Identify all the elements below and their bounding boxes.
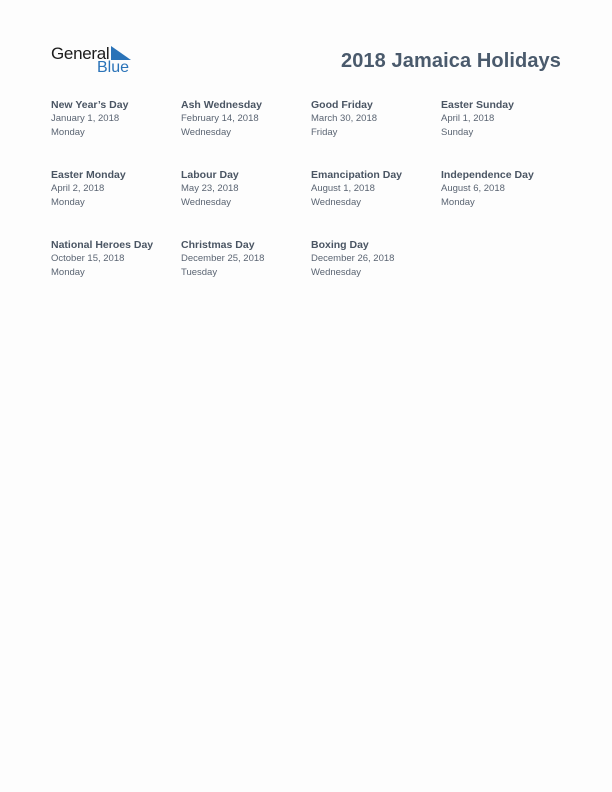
holiday-weekday: Tuesday [181,267,218,278]
holiday-date: August 1, 2018 [311,183,375,194]
holiday-item [181,168,311,238]
holiday-name: Ash Wednesday [181,99,262,111]
generalblue-logo [51,44,135,78]
holiday-date: December 25, 2018 [181,253,265,264]
holiday-date: January 1, 2018 [51,113,120,124]
holiday-name: New Year’s Day [51,99,129,111]
page-title: 2018 Jamaica Holidays [340,50,561,72]
holiday-item [441,98,571,168]
holiday-weekday: Friday [311,127,338,138]
holiday-weekday: Monday [51,267,85,278]
holiday-weekday: Monday [51,127,85,138]
holiday-item [311,98,441,168]
holiday-item [441,168,571,238]
holiday-item [311,238,441,308]
holiday-date: December 26, 2018 [311,253,395,264]
holiday-name: Labour Day [181,169,239,181]
holiday-date: April 2, 2018 [51,183,105,194]
holiday-weekday: Wednesday [311,267,361,278]
holiday-date: October 15, 2018 [51,253,125,264]
holiday-item [51,98,181,168]
holiday-weekday: Wednesday [181,197,231,208]
holiday-date: March 30, 2018 [311,113,378,124]
holiday-weekday: Wednesday [311,197,361,208]
holiday-item [181,98,311,168]
holiday-name: Emancipation Day [311,169,403,181]
holiday-weekday: Monday [51,197,85,208]
holiday-item [311,168,441,238]
logo-text-blue: Blue [97,59,130,76]
holiday-date: February 14, 2018 [181,113,259,124]
holiday-name: Boxing Day [311,239,369,251]
holiday-weekday: Wednesday [181,127,231,138]
holiday-date: April 1, 2018 [441,113,495,124]
logo-text-general: General [51,44,110,63]
holiday-item [51,168,181,238]
holiday-weekday: Monday [441,197,475,208]
holiday-name: Christmas Day [181,239,255,251]
holiday-item [51,238,181,308]
holiday-name: Easter Monday [51,169,126,181]
holiday-list [51,98,571,308]
holiday-name: National Heroes Day [51,239,154,251]
holiday-name: Independence Day [441,169,534,181]
holiday-weekday: Sunday [441,127,474,138]
holiday-date: August 6, 2018 [441,183,505,194]
holiday-item [181,238,311,308]
holiday-name: Good Friday [311,99,373,111]
holiday-date: May 23, 2018 [181,183,239,194]
holiday-name: Easter Sunday [441,99,514,111]
